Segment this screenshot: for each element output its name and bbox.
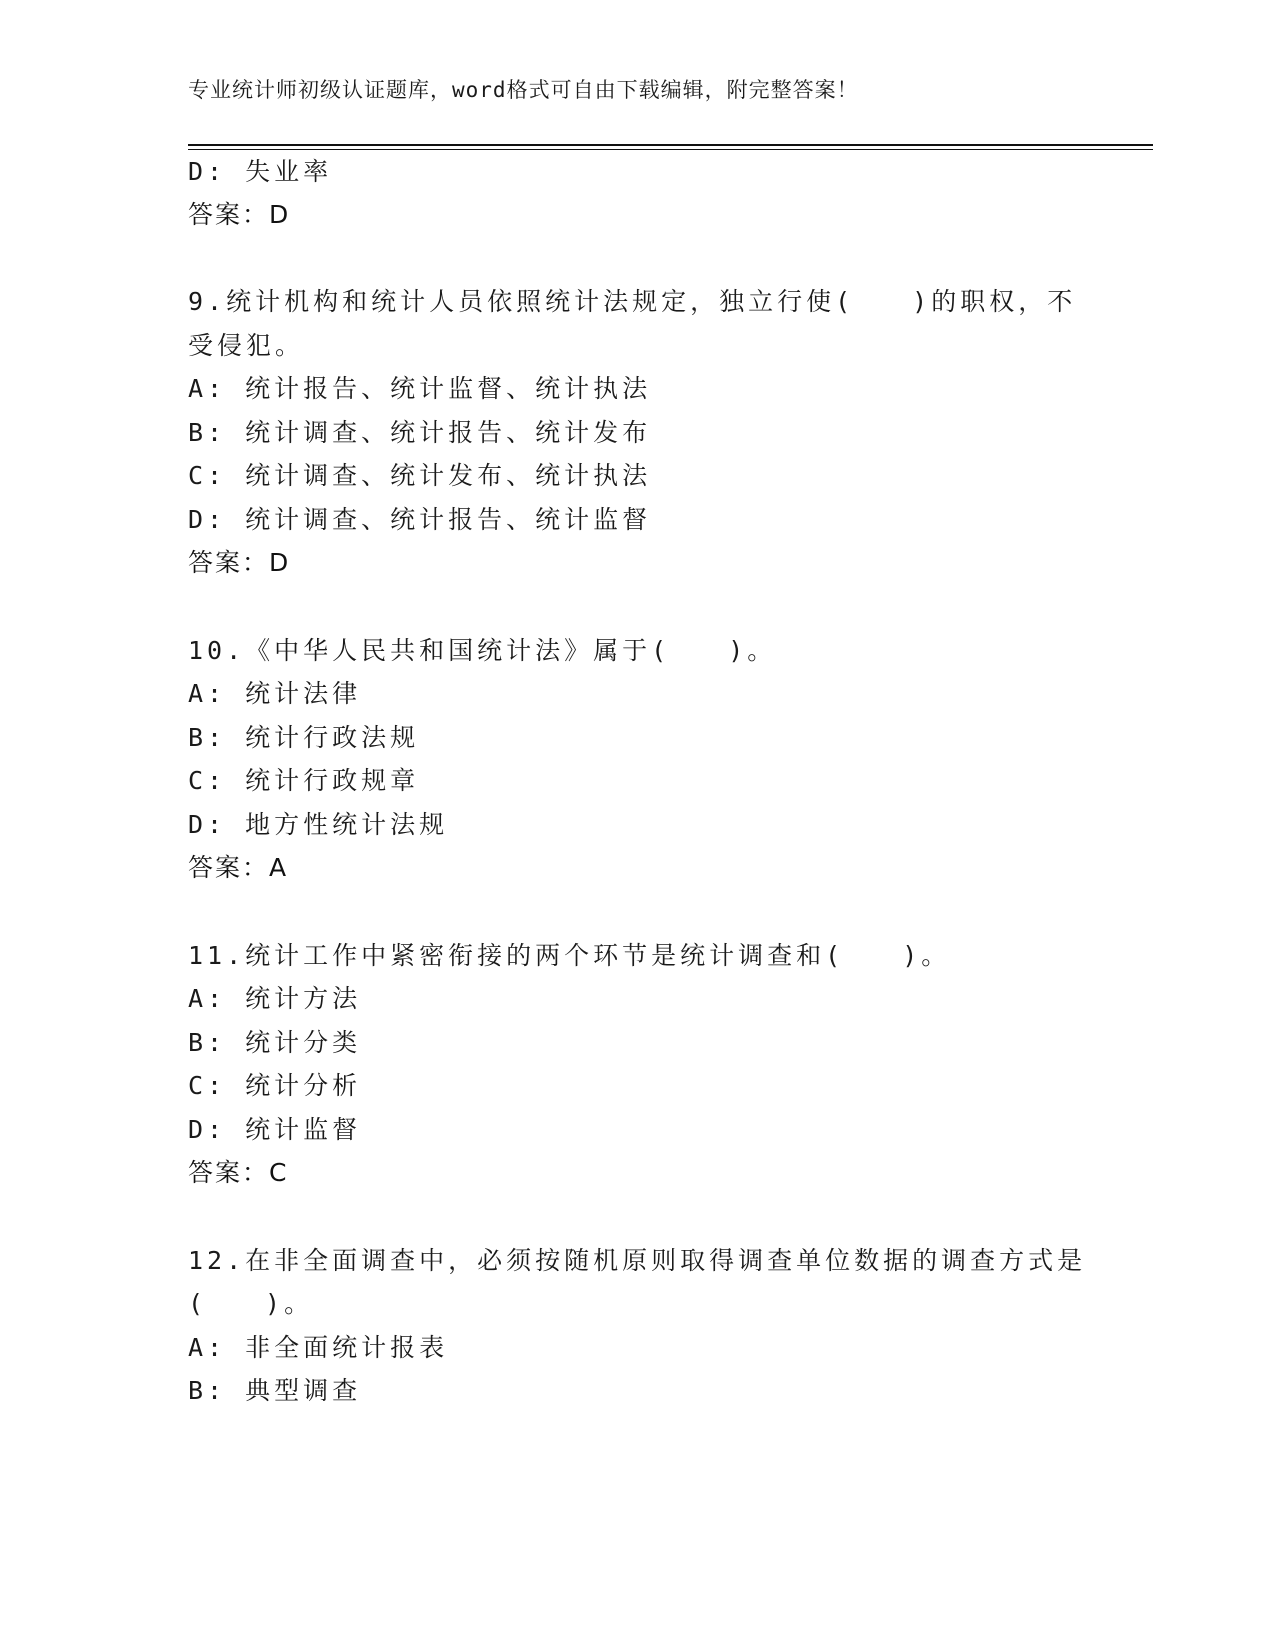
q11-option-b: B: 统计分类 [188, 1028, 362, 1057]
q11-option-c: C: 统计分析 [188, 1071, 362, 1100]
q10-option-b: B: 统计行政法规 [188, 723, 420, 752]
q9-option-b: B: 统计调查、统计报告、统计发布 [188, 418, 652, 447]
prev-option-d: D: 失业率 [188, 157, 333, 186]
q9-stem-line2: 受侵犯。 [188, 331, 305, 360]
q12-option-b: B: 典型调查 [188, 1376, 362, 1405]
header-rule-thin [188, 149, 1153, 150]
q9-option-a: A: 统计报告、统计监督、统计执法 [188, 374, 652, 403]
q12-option-a: A: 非全面统计报表 [188, 1333, 449, 1362]
q11-option-a: A: 统计方法 [188, 984, 362, 1013]
q10-option-c: C: 统计行政规章 [188, 766, 420, 795]
q10-answer: 答案：A [188, 853, 289, 882]
q9-option-c: C: 统计调查、统计发布、统计执法 [188, 461, 652, 490]
q11-answer: 答案：C [188, 1158, 289, 1187]
q9-answer: 答案：D [188, 548, 291, 577]
q10-option-a: A: 统计法律 [188, 679, 362, 708]
q10-stem-line1: 10.《中华人民共和国统计法》属于( )。 [188, 636, 777, 665]
q11-option-d: D: 统计监督 [188, 1115, 362, 1144]
page-header: 专业统计师初级认证题库，word格式可自由下载编辑，附完整答案！ [188, 78, 859, 102]
prev-answer: 答案：D [188, 200, 291, 229]
q12-stem-line1: 12.在非全面调查中，必须按随机原则取得调查单位数据的调查方式是 [188, 1246, 1087, 1275]
q12-stem-line2: ( )。 [188, 1289, 314, 1318]
q9-option-d: D: 统计调查、统计报告、统计监督 [188, 505, 652, 534]
header-rule-thick [188, 144, 1153, 146]
q10-option-d: D: 地方性统计法规 [188, 810, 449, 839]
q9-stem-line1: 9.统计机构和统计人员依照统计法规定，独立行使( )的职权，不 [188, 287, 1077, 316]
q11-stem-line1: 11.统计工作中紧密衔接的两个环节是统计调查和( )。 [188, 941, 951, 970]
